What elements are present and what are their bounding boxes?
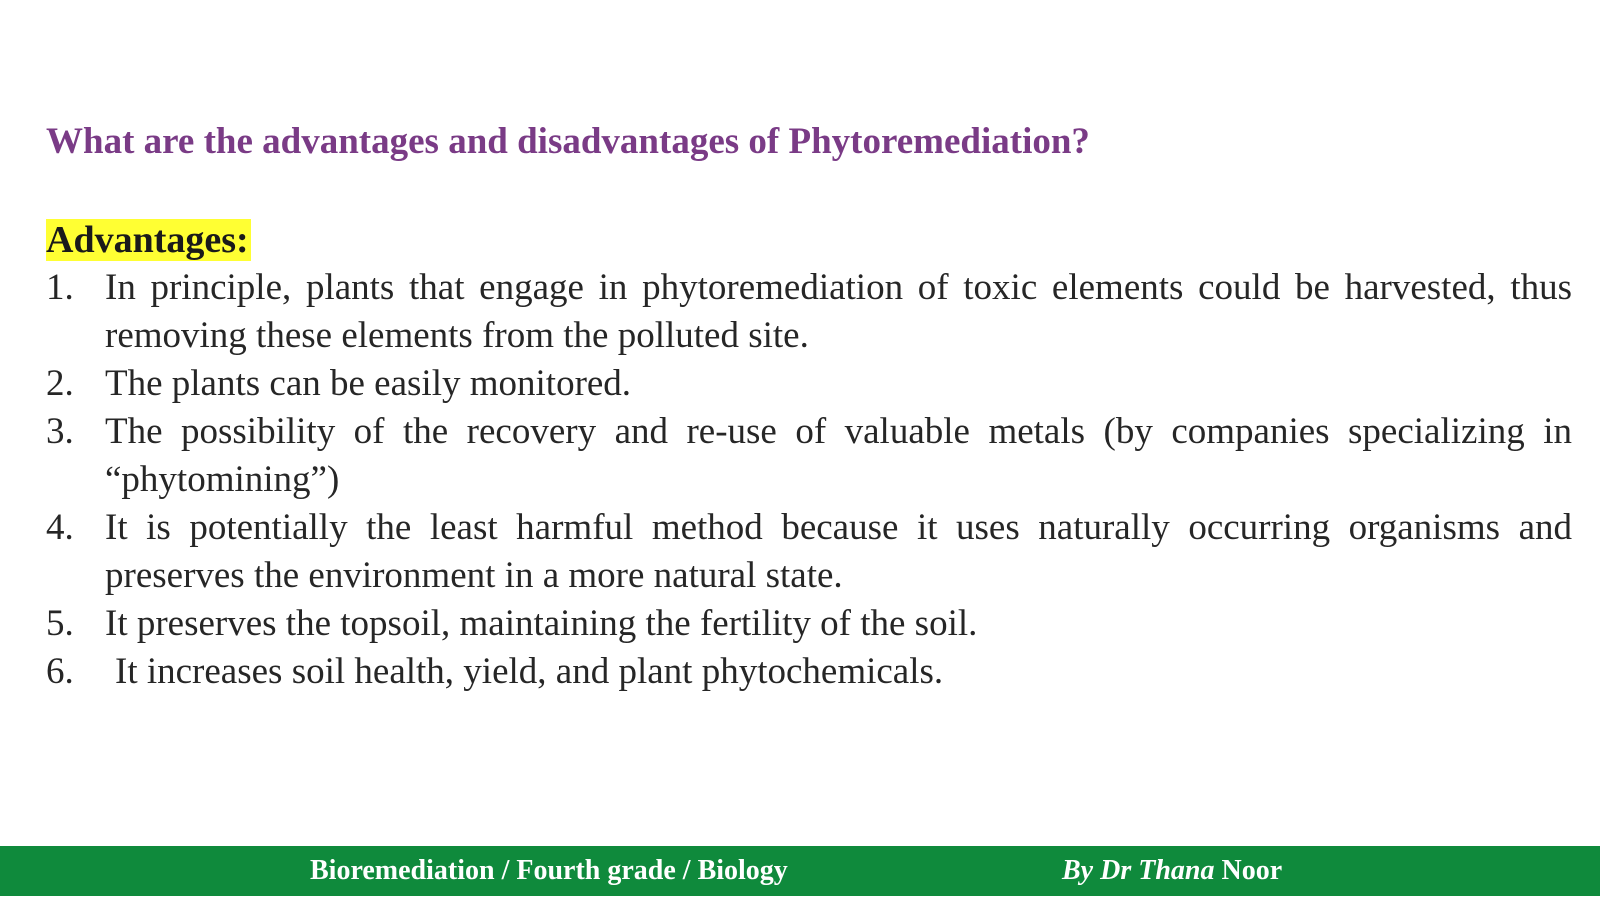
- advantages-heading-highlight: Advantages:: [46, 219, 249, 261]
- footer-author: [1062, 855, 1282, 887]
- advantages-list: [46, 264, 1572, 696]
- list-item-number: 5.: [46, 603, 74, 644]
- footer-author-prefix: By Dr Thana: [1062, 855, 1215, 886]
- slide-title: What are the advantages and disadvantages of Phytoremediation?: [46, 121, 1090, 162]
- list-item: [46, 504, 1572, 600]
- list-item-text: The plants can be easily monitored.: [105, 363, 632, 404]
- list-item: [46, 264, 1572, 360]
- list-item-text: It is potentially the least harmful method because it uses naturally occurring organisms and preserves the environment in a more natural state.: [105, 507, 1572, 596]
- list-item-text: The possibility of the recovery and re-use of valuable metals (by companies specializing in “phytomining”): [105, 411, 1572, 500]
- advantages-heading: [46, 217, 251, 263]
- list-item-text: It preserves the topsoil, maintaining the fertility of the soil.: [105, 603, 978, 644]
- footer-bar: [0, 846, 1600, 896]
- list-item-text: It increases soil health, yield, and plant phytochemicals.: [115, 651, 944, 692]
- list-item-text: In principle, plants that engage in phytoremediation of toxic elements could be harvested, thus removing these elements from the polluted site.: [105, 267, 1572, 356]
- footer-course: Bioremediation / Fourth grade / Biology: [310, 855, 788, 886]
- list-item: [46, 408, 1572, 504]
- list-item-number: 6.: [46, 651, 74, 692]
- list-item-number: 4.: [46, 507, 74, 548]
- list-item-number: 3.: [46, 411, 74, 452]
- list-item-number: 2.: [46, 363, 74, 404]
- list-item: [46, 648, 1572, 696]
- list-item: [46, 600, 1572, 648]
- list-item: [46, 360, 1572, 408]
- footer-author-suffix: Noor: [1221, 855, 1283, 886]
- list-item-number: 1.: [46, 267, 74, 308]
